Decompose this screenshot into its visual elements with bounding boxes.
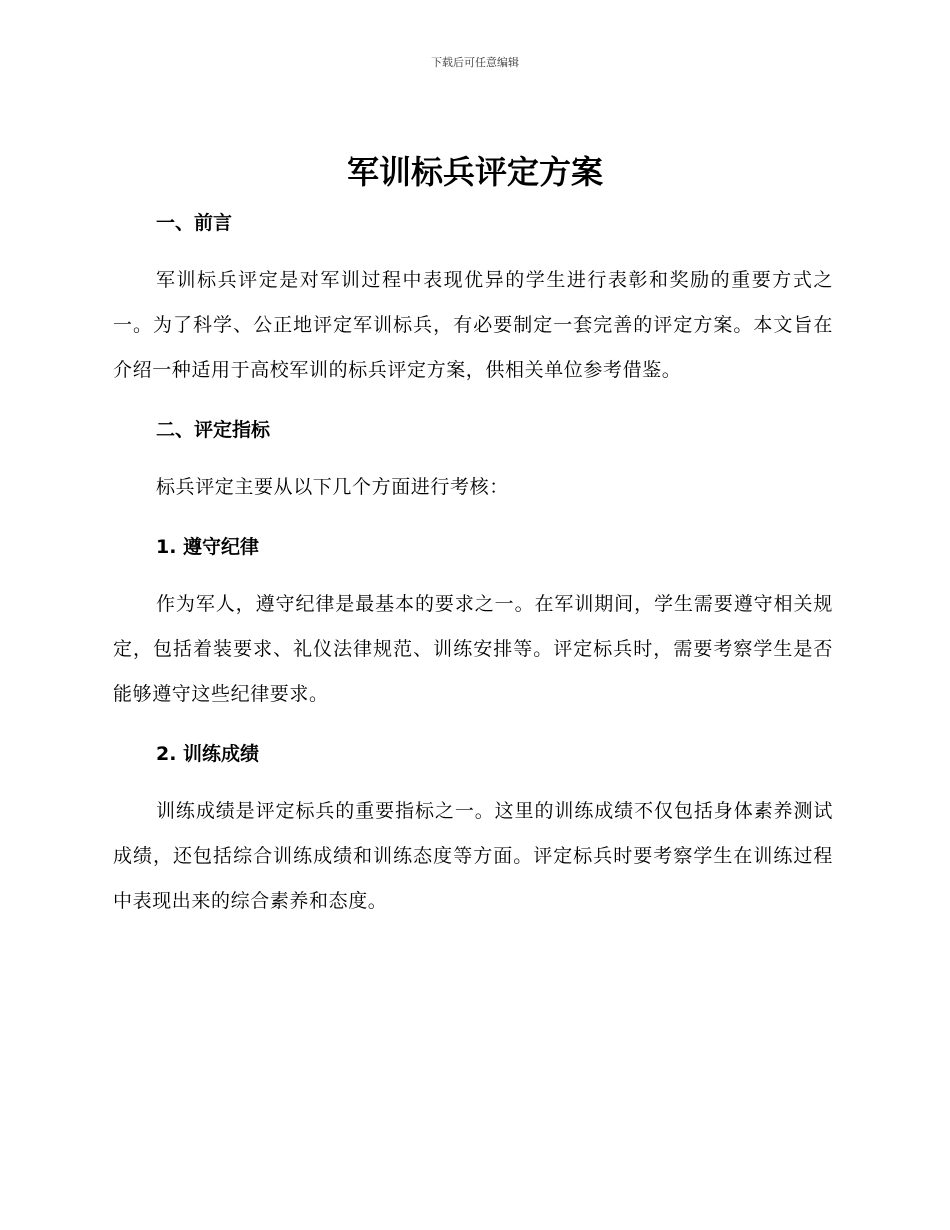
criteria-intro-paragraph: 标兵评定主要从以下几个方面进行考核： — [156, 476, 509, 498]
document-title: 军训标兵评定方案 — [346, 153, 603, 191]
subsection-heading-training-results: 2. 训练成绩 — [156, 743, 260, 765]
subsection-heading-discipline: 1. 遵守纪律 — [156, 536, 260, 558]
training-results-paragraph: 训练成绩是评定标兵的重要指标之一。这里的训练成绩不仅包括身体素养测试成绩，还包括综合训练成绩和训练态度等方面。评定标兵时要考察学生在训练过程中表现出来的综合素养和态度。 — [113, 800, 833, 912]
document-body — [113, 200, 833, 924]
section-heading-criteria: 二、评定指标 — [156, 419, 271, 441]
header-note: 下载后可任意编辑 — [431, 56, 519, 69]
section-heading-preface: 一、前言 — [156, 212, 233, 234]
discipline-paragraph: 作为军人，遵守纪律是最基本的要求之一。在军训期间，学生需要遵守相关规定，包括着装要求、礼仪法律规范、训练安排等。评定标兵时，需要考察学生是否能够遵守这些纪律要求。 — [113, 593, 833, 705]
preface-paragraph: 军训标兵评定是对军训过程中表现优异的学生进行表彰和奖励的重要方式之一。为了科学、公正地评定军训标兵，有必要制定一套完善的评定方案。本文旨在介绍一种适用于高校军训的标兵评定方案，供相关单位参考借鉴。 — [113, 269, 833, 381]
